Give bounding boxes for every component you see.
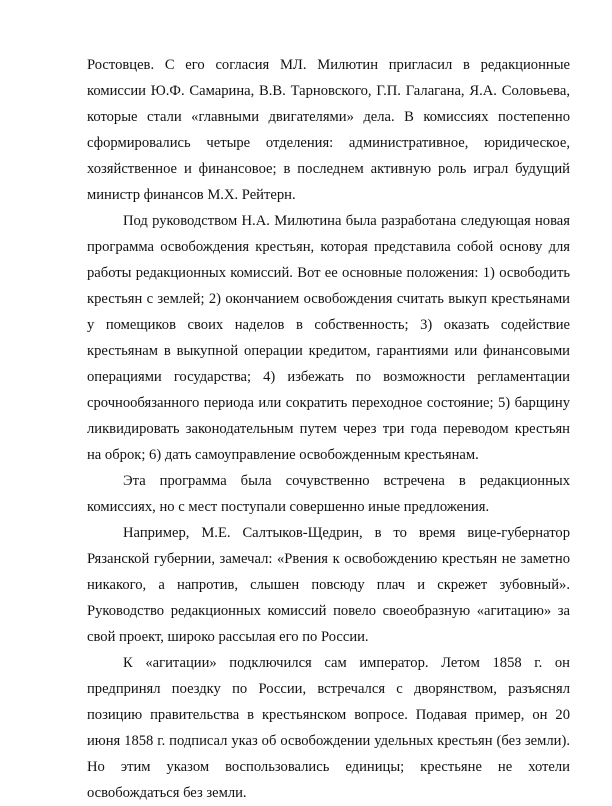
paragraph-5: К «агитации» подключился сам император. Летом 1858 г. он предпринял поездку по России, встречался с дворянством, разъяснял позицию правительства в крестьянском вопросе. Подавая пример, он 20 июня 1858 г. подписал указ об освобождении удельных крестьян (без земли). Но этим указом воспользовались единицы; крестьяне не хотели освобождаться без земли. [87, 655, 570, 801]
paragraph-1: Ростовцев. С его согласия МЛ. Милютин пригласил в редакционные комиссии Ю.Ф. Самарина, В.В. Тарновского, Г.П. Галагана, Я.А. Соловьева, которые стали «главными двигателями» дела. В комиссиях постепенно сформировались четыре отделения: административное, юридическое, хозяйственное и финансовое; в последнем активную роль играл будущий министр финансов М.Х. Рейтерн. [87, 57, 570, 203]
paragraph-2: Под руководством Н.А. Милютина была разработана следующая новая программа освобождения крестьян, которая представила собой основу для работы редакционных комиссий. Вот ее основные положения: 1) освободить крестьян с землей; 2) окончанием освобождения считать выкуп крестьянами у помещиков своих наделов в собственность; 3) оказать содействие крестьянам в выкупной операции кредитом, гарантиями или финансовыми операциями государства; 4) избежать по возможности регламентации срочнообязанного периода или сократить переходное состояние; 5) барщину ликвидировать законодательным путем через три года переводом крестьян на оброк; 6) дать самоуправление освобожденным крестьянам. [87, 213, 570, 463]
document-page [87, 52, 570, 806]
paragraph-3: Эта программа была сочувственно встречена в редакционных комиссиях, но с мест поступали совершенно иные предложения. [87, 473, 570, 515]
paragraph-4: Например, М.Е. Салтыков-Щедрин, в то время вице-губернатор Рязанской губернии, замечал: «Рвения к освобождению крестьян не заметно никакого, а напротив, слышен повсюду плач и скрежет зубовный». Руководство редакционных комиссий повело своеобразную «агитацию» за свой проект, широко рассылая его по России. [87, 525, 570, 645]
